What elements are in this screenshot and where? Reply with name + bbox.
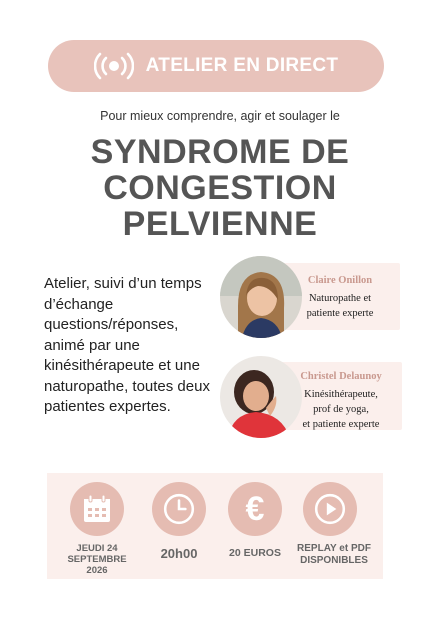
- date-line: 2026: [86, 565, 108, 576]
- speaker-role-line: et patiente experte: [302, 419, 380, 430]
- title-line: PELVIENNE: [122, 205, 318, 243]
- info-label-replay: [288, 543, 380, 567]
- title-line: CONGESTION: [103, 169, 337, 207]
- speaker-name: Claire Onillon: [307, 275, 373, 286]
- title-line: SYNDROME DE: [90, 133, 350, 171]
- replay-line: DISPONIBLES: [300, 555, 368, 566]
- info-label-price: 20 EUROS: [229, 547, 281, 559]
- speaker-role-line: prof de yoga,: [313, 404, 369, 415]
- speaker-name: Christel Delaunoy: [300, 371, 382, 382]
- calendar-icon: [70, 482, 124, 536]
- date-line: SEPTEMBRE: [67, 554, 127, 565]
- page-title: [0, 134, 440, 242]
- speaker-role-line: Naturopathe et: [308, 293, 372, 304]
- speaker-role-line: patiente experte: [306, 308, 374, 319]
- workshop-description: Atelier, suivi d’un temps d’échange questions/réponses, animé par une kinésithérapeute et une naturopathe, toutes deux patientes expertes.: [44, 275, 210, 415]
- info-label-time: 20h00: [160, 546, 198, 561]
- date-line: JEUDI 24: [76, 543, 118, 554]
- banner-label: ATELIER EN DIRECT: [145, 55, 339, 76]
- live-broadcast-icon: [94, 52, 134, 80]
- clock-icon: [152, 482, 206, 536]
- event-info-panel: [47, 473, 383, 579]
- avatar-christel: [220, 356, 302, 438]
- speaker-role-line: Kinésithérapeute,: [304, 389, 378, 400]
- replay-line: REPLAY et PDF: [297, 543, 371, 554]
- info-label-date: [57, 543, 137, 576]
- live-banner: [48, 40, 384, 92]
- euro-icon: €: [228, 482, 282, 536]
- play-icon: [303, 482, 357, 536]
- avatar-claire: [220, 256, 302, 338]
- subtitle: Pour mieux comprendre, agir et soulager le: [100, 109, 340, 123]
